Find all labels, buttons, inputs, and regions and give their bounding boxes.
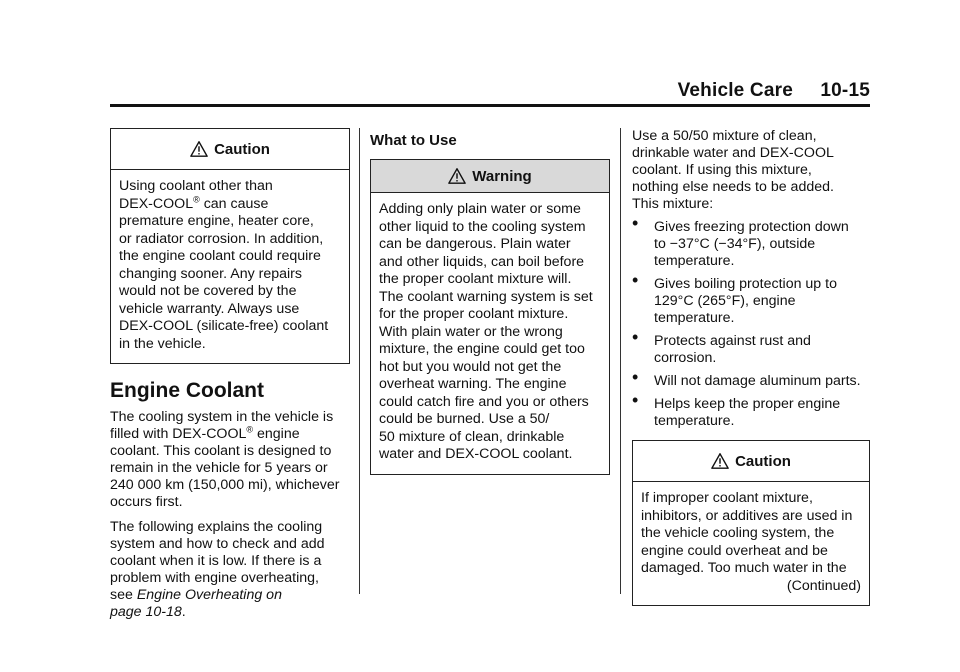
- warning-triangle-icon: [190, 140, 208, 158]
- warning-box-title: Warning: [472, 167, 532, 185]
- para-line: [110, 604, 350, 621]
- bullet-line: Gives boiling protection up to: [654, 276, 837, 292]
- para-line: The cooling system in the vehicle is: [110, 409, 334, 425]
- warning-line: mixture, the engine could get too: [379, 341, 585, 357]
- caution-box-1: [110, 128, 350, 364]
- caution-line: in the vehicle.: [119, 335, 206, 352]
- intro-line: drinkable water and DEX-COOL: [632, 145, 834, 161]
- continued-label: (Continued): [786, 577, 861, 594]
- caution-line: premature engine, heater core,: [119, 213, 314, 229]
- para-line: occurs first.: [110, 494, 183, 510]
- caution-line: Using coolant other than: [119, 178, 273, 194]
- column-1: [110, 128, 350, 629]
- see-text: see: [110, 587, 133, 603]
- warning-box-body: [371, 193, 609, 474]
- bullet-line: Will not damage aluminum parts.: [654, 373, 861, 389]
- warning-line: can be dangerous. Plain water: [379, 236, 571, 252]
- caution-line: If improper coolant mixture,: [641, 490, 813, 506]
- intro-line: This mixture:: [632, 196, 714, 212]
- para-line: coolant. This coolant is designed to: [110, 443, 332, 459]
- caution-line: inhibitors, or additives are used in: [641, 507, 853, 524]
- warning-line: overheat warning. The engine: [379, 376, 567, 392]
- para-line: [110, 587, 350, 604]
- page-header-title: [678, 80, 870, 102]
- bullet-line: Helps keep the proper engine: [654, 396, 841, 412]
- caution-box-2-title: Caution: [735, 452, 791, 470]
- bullet-icon: •: [632, 213, 639, 233]
- bullet-line: to −37°C (−34°F), outside: [654, 236, 816, 252]
- caution-box-1-body: [111, 170, 349, 363]
- warning-triangle-icon: [448, 167, 466, 185]
- caution-text: DEX-COOL: [119, 195, 194, 212]
- warning-line: hot but you would not get the: [379, 358, 562, 375]
- caution-box-1-header: [111, 129, 349, 170]
- engine-coolant-para-2: [110, 519, 350, 621]
- caution-box-2-body: [633, 482, 869, 605]
- warning-line: could be burned. Use a 50/: [379, 411, 550, 427]
- warning-box: [370, 159, 610, 475]
- bullet-icon: •: [632, 270, 639, 290]
- warning-line: Adding only plain water or some: [379, 201, 581, 217]
- caution-text: can cause: [203, 195, 269, 212]
- para-line: The following explains the cooling: [110, 519, 323, 535]
- para-line: [110, 426, 350, 443]
- registered-mark: ®: [193, 193, 200, 204]
- column-2: [370, 128, 610, 475]
- warning-line: The coolant warning system is set: [379, 288, 593, 305]
- caution-box-2: [632, 440, 870, 606]
- bullet-line: temperature.: [654, 310, 735, 326]
- warning-line: water and DEX-COOL coolant.: [379, 446, 573, 462]
- caution-line: changing sooner. Any repairs: [119, 265, 302, 282]
- para-line: problem with engine overheating,: [110, 570, 320, 586]
- period: .: [181, 604, 186, 620]
- column-divider-1: [359, 128, 360, 594]
- registered-mark: ®: [246, 424, 254, 435]
- warning-triangle-icon: [711, 452, 729, 470]
- engine-overheating-link[interactable]: Engine Overheating on: [136, 587, 282, 603]
- bullet-icon: •: [632, 327, 639, 347]
- bullet-line: 129°C (265°F), engine: [654, 293, 796, 309]
- intro-line: coolant. If using this mixture,: [632, 162, 812, 178]
- para-text: filled with DEX-COOL: [110, 426, 247, 442]
- warning-line: and other liquids, can boil before: [379, 253, 585, 270]
- caution-line: the vehicle cooling system, the: [641, 525, 835, 541]
- list-item: [632, 270, 870, 327]
- engine-coolant-para-1: [110, 409, 350, 511]
- intro-line: nothing else needs to be added.: [632, 179, 834, 195]
- mixture-benefits-list: [632, 213, 870, 430]
- warning-line: 50 mixture of clean, drinkable: [379, 428, 565, 445]
- para-text: engine: [257, 426, 300, 442]
- list-item: [632, 367, 870, 390]
- warning-box-header: [371, 160, 609, 193]
- caution-line: vehicle warranty. Always use: [119, 300, 300, 317]
- header-rule: [110, 104, 870, 107]
- caution-line: or radiator corrosion. In addition,: [119, 230, 324, 247]
- section-title: Vehicle Care: [677, 80, 793, 101]
- engine-coolant-heading: Engine Coolant: [110, 379, 264, 402]
- warning-line: With plain water or the wrong: [379, 323, 563, 340]
- bullet-line: temperature.: [654, 253, 735, 269]
- caution-line: would not be covered by the: [119, 283, 297, 299]
- para-line: 240 000 km (150,000 mi), whichever: [110, 477, 340, 493]
- caution-line: DEX-COOL (silicate-free) coolant: [119, 318, 329, 334]
- caution-line: the engine coolant could require: [119, 248, 321, 264]
- bullet-line: temperature.: [654, 413, 735, 429]
- warning-line: for the proper coolant mixture.: [379, 306, 569, 322]
- column-divider-2: [620, 128, 621, 594]
- page-number: 10-15: [820, 80, 870, 101]
- intro-line: Use a 50/50 mixture of clean,: [632, 128, 817, 144]
- bullet-line: Gives freezing protection down: [654, 219, 849, 235]
- caution-line: engine could overheat and be: [641, 542, 828, 559]
- caution-box-1-title: Caution: [214, 140, 270, 158]
- list-item: [632, 213, 870, 270]
- page-header: [110, 80, 870, 102]
- column-3: [632, 128, 870, 606]
- page-reference-link[interactable]: page 10-18: [110, 604, 182, 620]
- para-line: remain in the vehicle for 5 years or: [110, 460, 328, 476]
- para-line: system and how to check and add: [110, 536, 325, 552]
- caution-box-2-header: [633, 441, 869, 482]
- warning-line: the proper coolant mixture will.: [379, 271, 572, 287]
- bullet-line: corrosion.: [654, 350, 717, 366]
- para-line: coolant when it is low. If there is a: [110, 553, 322, 569]
- mixture-intro: [632, 128, 870, 213]
- warning-line: other liquid to the cooling system: [379, 218, 586, 235]
- list-item: [632, 390, 870, 430]
- caution-line: damaged. Too much water in the: [641, 560, 847, 576]
- what-to-use-heading: What to Use: [370, 132, 457, 149]
- bullet-line: Protects against rust and: [654, 333, 811, 349]
- bullet-icon: •: [632, 367, 639, 387]
- bullet-icon: •: [632, 390, 639, 410]
- list-item: [632, 327, 870, 367]
- caution-line: [119, 193, 341, 214]
- warning-line: could catch fire and you or others: [379, 393, 589, 410]
